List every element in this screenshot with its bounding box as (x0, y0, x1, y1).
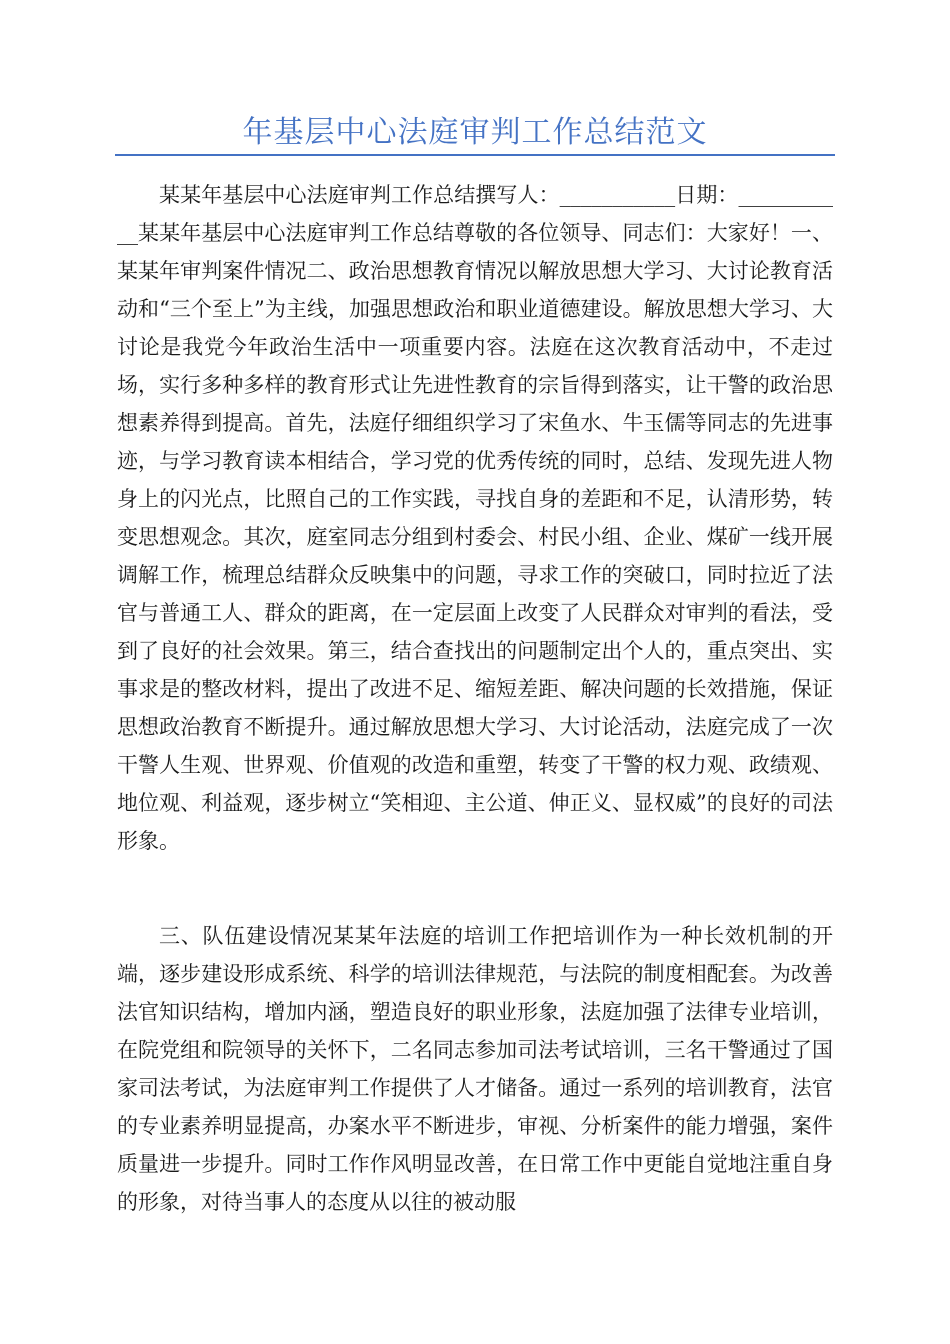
title-underline (115, 154, 835, 156)
body-paragraph-1: 某某年基层中心法庭审判工作总结撰写人：___________日期：___________某某年基层中心法庭审判工作总结尊敬的各位领导、同志们：大家好！一、某某年审判案件情况二、政治思想教育情况以解放思想大学习、大讨论教育活动和“三个至上”为主线，加强思想政治和职业道德建设。解放思想大学习、大讨论是我党今年政治生活中一项重要内容。法庭在这次教育活动中，不走过场，实行多种多样的教育形式让先进性教育的宗旨得到落实，让干警的政治思想素养得到提高。首先，法庭仔细组织学习了宋鱼水、牛玉儒等同志的先进事迹，与学习教育读本相结合，学习党的优秀传统的同时，总结、发现先进人物身上的闪光点，比照自己的工作实践，寻找自身的差距和不足，认清形势，转变思想观念。其次，庭室同志分组到村委会、村民小组、企业、煤矿一线开展调解工作，梳理总结群众反映集中的问题，寻求工作的突破口，同时拉近了法官与普通工人、群众的距离，在一定层面上改变了人民群众对审判的看法，受到了良好的社会效果。第三，结合查找出的问题制定出个人的，重点突出、实事求是的整改材料，提出了改进不足、缩短差距、解决问题的长效措施，保证思想政治教育不断提升。通过解放思想大学习、大讨论活动，法庭完成了一次干警人生观、世界观、价值观的改造和重塑，转变了干警的权力观、政绩观、地位观、利益观，逐步树立“笑相迎、主公道、伸正义、显权威”的良好的司法形象。 (117, 183, 833, 853)
body-paragraph-2: 三、队伍建设情况某某年法庭的培训工作把培训作为一种长效机制的开端，逐步建设形成系统、科学的培训法律规范，与法院的制度相配套。为改善法官知识结构，增加内涵，塑造良好的职业形象，法庭加强了法律专业培训，在院党组和院领导的关怀下，二名同志参加司法考试培训，三名干警通过了国家司法考试，为法庭审判工作提供了人才储备。通过一系列的培训教育，法官的专业素养明显提高，办案水平不断进步，审视、分析案件的能力增强，案件质量进一步提升。同时工作作风明显改善，在日常工作中更能自觉地注重自身的形象，对待当事人的态度从以往的被动服 (117, 924, 833, 1214)
document-title: 年基层中心法庭审判工作总结范文 (242, 115, 708, 150)
